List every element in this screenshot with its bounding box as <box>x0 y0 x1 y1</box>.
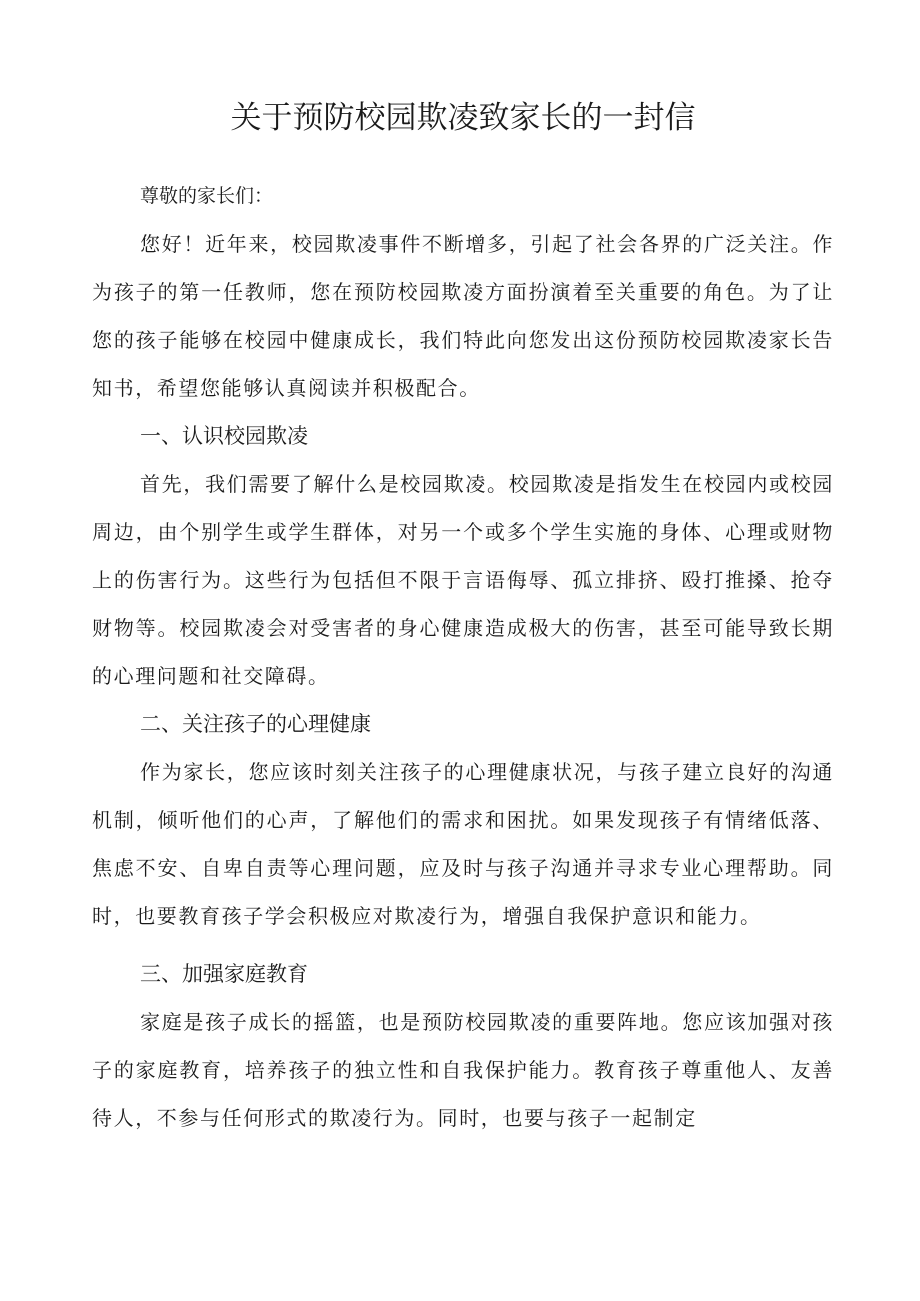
section-body-1: 首先，我们需要了解什么是校园欺凌。校园欺凌是指发生在校园内或校园周边，由个别学生或学生群体，对另一个或多个学生实施的身体、心理或财物上的伤害行为。这些行为包括但不限于言语侮辱、孤立排挤、殴打推搡、抢夺财物等。校园欺凌会对受害者的身心健康造成极大的伤害，甚至可能导致长期的心理问题和社交障碍。 <box>92 472 834 688</box>
greeting: 尊敬的家长们： <box>140 185 274 207</box>
section-heading-3: 三、加强家庭教育 <box>140 962 308 986</box>
section-heading-2: 二、关注孩子的心理健康 <box>140 712 371 736</box>
document-title: 关于预防校园欺凌致家长的一封信 <box>230 100 696 136</box>
intro-paragraph: 您好！近年来，校园欺凌事件不断增多，引起了社会各界的广泛关注。作为孩子的第一任教师，您在预防校园欺凌方面扮演着至关重要的角色。为了让您的孩子能够在校园中健康成长，我们特此向您发出这份预防校园欺凌家长告知书，希望您能够认真阅读并积极配合。 <box>92 232 834 400</box>
section-heading-1: 一、认识校园欺凌 <box>140 424 308 448</box>
section-body-3: 家庭是孩子成长的摇篮，也是预防校园欺凌的重要阵地。您应该加强对孩子的家庭教育，培养孩子的独立性和自我保护能力。教育孩子尊重他人、友善待人，不参与任何形式的欺凌行为。同时，也要与孩子一起制定 <box>92 1010 834 1130</box>
section-body-2: 作为家长，您应该时刻关注孩子的心理健康状况，与孩子建立良好的沟通机制，倾听他们的心声，了解他们的需求和困扰。如果发现孩子有情绪低落、焦虑不安、自卑自责等心理问题，应及时与孩子沟通并寻求专业心理帮助。同时，也要教育孩子学会积极应对欺凌行为，增强自我保护意识和能力。 <box>92 760 834 928</box>
